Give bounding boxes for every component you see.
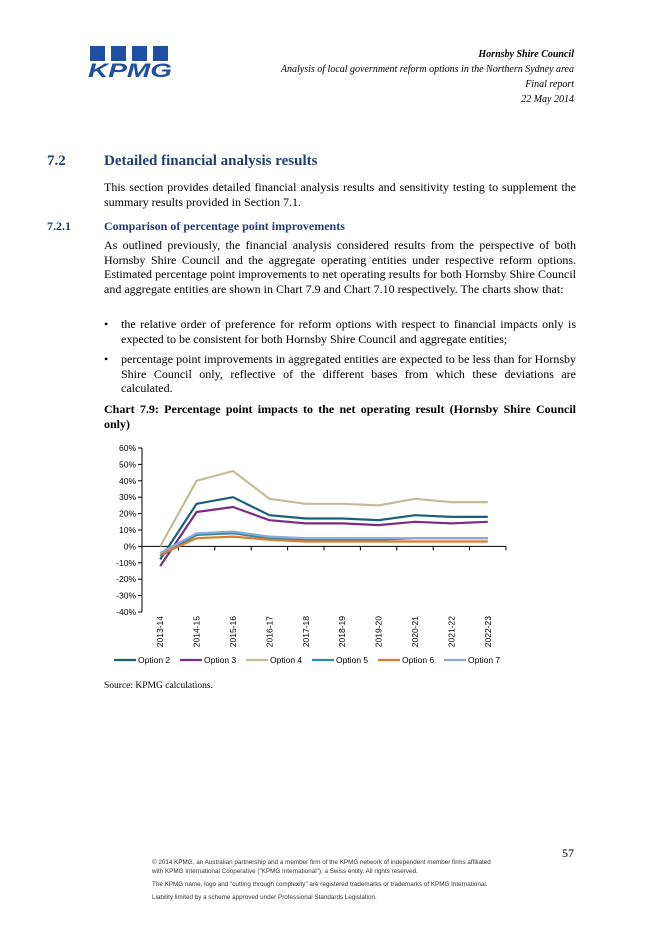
running-header	[281, 47, 574, 107]
header-report: Final report	[525, 79, 574, 90]
bullet-text: percentage point improvements in aggregated entities are expected to be less than for Hornsby Shire Council only, reflective of the different bases from which these deviations are calculated.	[121, 352, 576, 395]
footer-line: Liability limited by a scheme approved under Professional Standards Legislation.	[152, 894, 377, 901]
legend-label: Option 2	[138, 655, 171, 665]
kpmg-logo	[88, 46, 174, 78]
x-tick-label: 2017-18	[300, 616, 311, 648]
footer-line: with KPMG International Cooperative ("KPMG International"), a Swiss entity. All rights reserved.	[152, 868, 418, 875]
y-tick-label: 30%	[118, 492, 136, 503]
section-number: 7.2	[47, 153, 66, 169]
chart-title: Chart 7.9: Percentage point impacts to the net operating result (Hornsby Shire Council only)	[104, 402, 576, 431]
subsection-body: As outlined previously, the financial analysis considered results from the perspective of both Hornsby Shire Council and the aggregate operating entities under respective reform options. Estimated percentage point improvements to net operating results for both Hornsby Shire Council and aggregate entities are shown in Chart 7.9 and Chart 7.10 respectively. The charts show that:	[104, 238, 576, 296]
y-tick-label: 0%	[123, 541, 136, 552]
x-tick-label: 2013-14	[155, 616, 166, 648]
x-tick-label: 2018-19	[337, 616, 348, 648]
y-tick-label: 20%	[118, 508, 136, 519]
x-tick-label: 2019-20	[373, 616, 384, 648]
section-title: Detailed financial analysis results	[104, 153, 318, 169]
y-tick-label: 40%	[118, 475, 136, 486]
legend-label: Option 3	[204, 655, 237, 665]
line-chart	[104, 440, 524, 681]
y-tick-label: -20%	[116, 574, 136, 585]
legend-label: Option 7	[468, 655, 501, 665]
legend-label: Option 4	[270, 655, 303, 665]
x-tick-label: 2016-17	[264, 616, 275, 648]
y-tick-label: -10%	[116, 557, 136, 568]
page-number: 57	[562, 846, 574, 860]
header-date: 22 May 2014	[521, 94, 574, 105]
header-client: Hornsby Shire Council	[478, 49, 574, 60]
y-tick-label: -40%	[116, 607, 136, 617]
footer-line: The KPMG name, logo and "cutting through complexity" are registered trademarks or trademarks of KPMG International.	[152, 881, 488, 888]
x-tick-label: 2022-23	[482, 616, 493, 648]
subsection-number: 7.2.1	[47, 219, 71, 233]
footer-line: © 2014 KPMG, an Australian partnership and a member firm of the KPMG network of independent member firms affiliated	[152, 859, 491, 866]
y-tick-label: -30%	[116, 590, 136, 601]
svg-text:KPMG: KPMG	[88, 61, 173, 78]
bullet-icon: •	[104, 317, 109, 331]
x-tick-label: 2014-15	[191, 616, 202, 648]
bullet-icon: •	[104, 352, 109, 366]
chart-canvas	[104, 440, 524, 676]
bullet-text: the relative order of preference for reform options with respect to financial impacts only is expected to be consistent for both Hornsby Shire Council and aggregate entities;	[121, 317, 576, 346]
subsection-title: Comparison of percentage point improvements	[104, 219, 345, 233]
y-tick-label: 60%	[118, 443, 136, 453]
legend-label: Option 5	[336, 655, 369, 665]
header-subtitle: Analysis of local government reform options in the Northern Sydney area	[280, 64, 574, 75]
y-tick-label: 10%	[118, 525, 136, 535]
section-intro: This section provides detailed financial analysis results and sensitivity testing to supplement the summary results provided in Section 7.1.	[104, 180, 576, 209]
bullet-list	[104, 317, 576, 402]
x-tick-label: 2021-22	[446, 616, 457, 648]
legend-label: Option 6	[402, 655, 435, 665]
x-tick-label: 2015-16	[228, 616, 238, 648]
source-note: Source: KPMG calculations.	[104, 681, 213, 691]
bullet-item	[104, 317, 576, 346]
footer	[152, 858, 562, 902]
x-tick-label: 2020-21	[410, 616, 420, 648]
y-tick-label: 50%	[118, 459, 136, 470]
bullet-item	[104, 352, 576, 396]
